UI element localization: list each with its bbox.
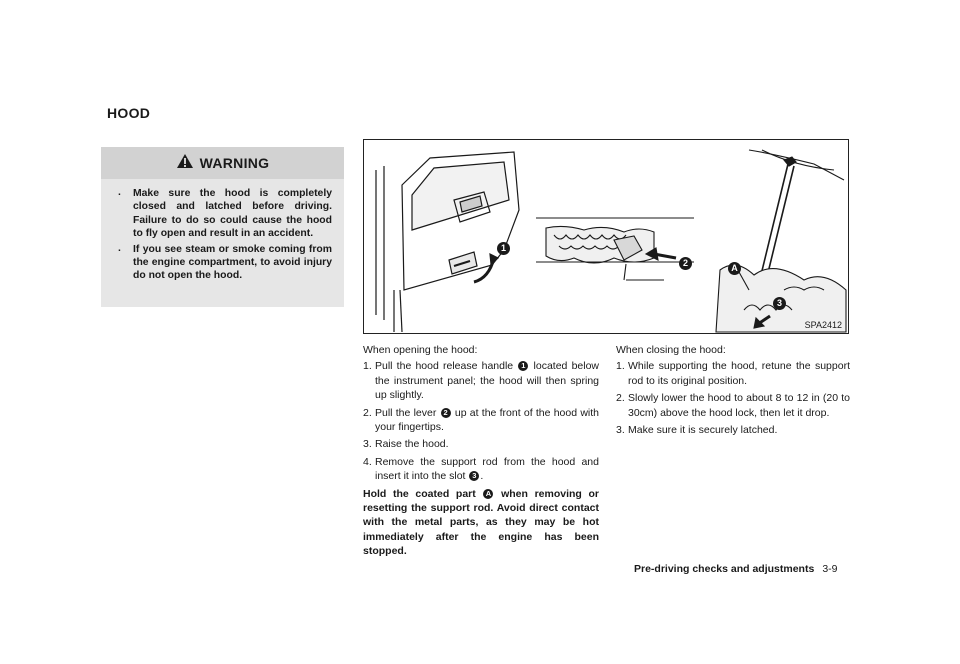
step-number: 2.	[363, 406, 372, 419]
caution-note	[363, 487, 599, 559]
note-callout: A	[483, 489, 493, 499]
closing-step	[616, 359, 850, 388]
opening-step	[363, 437, 599, 451]
warning-box	[101, 147, 344, 307]
step-callout: 2	[441, 408, 451, 418]
step-text: .	[480, 470, 484, 483]
warning-triangle-icon	[176, 153, 194, 174]
step-number: 3.	[363, 438, 372, 451]
step-text: Make sure it is securely latched.	[628, 424, 778, 437]
warning-title: WARNING	[199, 155, 270, 171]
step-number: 4.	[363, 455, 372, 468]
step-callout: 3	[469, 471, 479, 481]
step-text: Slowly lower the hood to about 8 to 12 in (20 to 30cm) above the hood lock, then let it drop.	[628, 392, 850, 419]
closing-instructions	[616, 343, 850, 440]
warning-item: . Make sure the hood is completely closed and latched before driving. Failure to do so could cause the hood to fly open and result in an accident.	[115, 187, 332, 241]
step-text: Raise the hood.	[375, 438, 449, 451]
figure-callout-3: 3	[773, 297, 786, 310]
figure-callout-1: 1	[497, 242, 510, 255]
step-number: 1.	[616, 360, 625, 373]
opening-step	[363, 455, 599, 484]
note-text: Hold the coated part	[363, 487, 476, 500]
step-text: Remove the support rod from the hood and insert it into the slot	[375, 455, 599, 483]
step-text: Pull the hood release handle	[375, 360, 514, 373]
figure-code: SPA2412	[804, 320, 842, 330]
section-title: HOOD	[107, 105, 151, 121]
step-number: 2.	[616, 392, 625, 405]
step-callout: 1	[518, 361, 528, 371]
step-text: located below the instrument panel; the hood will then spring up slightly.	[375, 360, 600, 402]
step-text: Pull the lever	[375, 406, 437, 419]
closing-heading: When closing the hood:	[616, 344, 726, 356]
warning-header	[101, 147, 344, 179]
opening-steps	[363, 359, 599, 483]
opening-step	[363, 359, 599, 402]
step-text: up at the front of the hood with your fingertips.	[375, 406, 599, 434]
hood-illustration	[363, 139, 849, 334]
opening-heading: When opening the hood:	[363, 344, 478, 356]
closing-steps	[616, 359, 850, 437]
closing-step	[616, 423, 850, 437]
note-text: when removing or resetting the support rod. Avoid direct contact with the metal parts, as they may be hot immediately after the engine has been stopped.	[363, 487, 600, 558]
page-footer	[634, 563, 838, 575]
footer-section-title: Pre-driving checks and adjustments	[634, 563, 815, 575]
step-number: 3.	[616, 424, 625, 437]
step-number: 1.	[363, 360, 372, 373]
figure-callout-2: 2	[679, 257, 692, 270]
warning-list	[101, 179, 344, 283]
opening-step	[363, 406, 599, 435]
warning-item: . If you see steam or smoke coming from the engine compartment, to avoid injury do not open the hood.	[115, 243, 332, 283]
closing-step	[616, 391, 850, 420]
page-number: 3-9	[822, 563, 838, 575]
opening-instructions	[363, 343, 599, 561]
figure-callout-a: A	[728, 262, 741, 275]
step-text: While supporting the hood, retune the support rod to its original position.	[628, 360, 850, 387]
